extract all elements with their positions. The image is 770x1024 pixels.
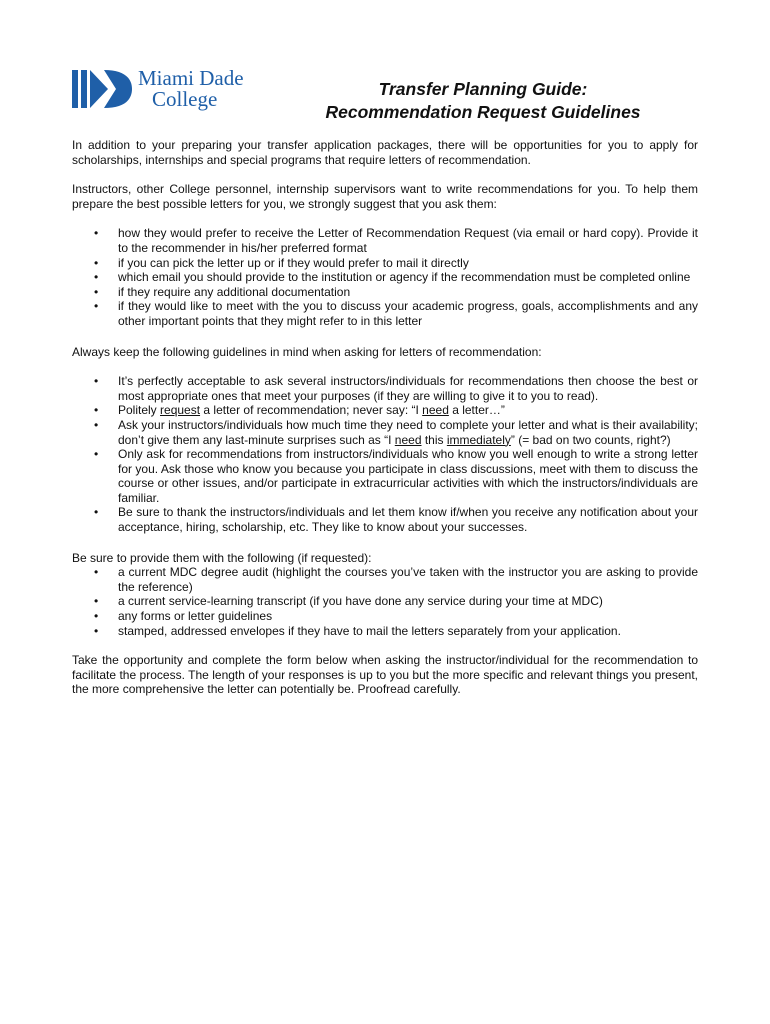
document-body <box>72 138 698 697</box>
list-item: • Be sure to thank the instructors/individuals and let them know if/when you receive any notification about your acceptance, hiring, scholarship, etc. They like to know about your successes. <box>94 505 698 535</box>
bullet-icon: • <box>94 609 99 624</box>
title-line-1: Transfer Planning Guide: <box>378 79 588 99</box>
bullet-icon: • <box>94 594 99 609</box>
list-item: • if they require any additional documentation <box>94 284 351 299</box>
guidelines-intro: Always keep the following guidelines in mind when asking for letters of recommendation: <box>72 344 542 359</box>
bullet-icon: • <box>94 374 99 389</box>
list-item: • stamped, addressed envelopes if they have to mail the letters separately from your application. <box>94 623 621 638</box>
provide-intro: Be sure to provide them with the following (if requested): <box>72 550 372 565</box>
bullet-icon: • <box>94 270 99 285</box>
list-item: • a current service-learning transcript (if you have done any service during your time at MDC) <box>94 594 603 609</box>
bullet-icon: • <box>94 565 99 580</box>
bullet-icon: • <box>94 255 99 270</box>
list-item: • Only ask for recommendations from instructors/individuals who know you well enough to write a strong letter for you. Ask those who know you because you participate in class discussions, meet with them to discuss the course or other issues, and/or participate in extracurricular activities with which the instructors/individuals are familiar. <box>94 447 698 505</box>
page-title <box>255 78 711 124</box>
logo-line-1: Miami Dade <box>138 66 244 90</box>
bullet-icon: • <box>94 226 99 241</box>
list-item: • how they would prefer to receive the Letter of Recommendation Request (via email or hard copy). Provide it to the recommender in his/her preferred format <box>94 226 698 255</box>
logo-line-2: College <box>152 87 218 111</box>
list-item: • which email you should provide to the institution or agency if the recommendation must be completed online <box>94 270 691 285</box>
list-item: • if they would like to meet with the you to discuss your academic progress, goals, accomplishments and any other important points that they might refer to in this letter <box>94 299 698 328</box>
list-item: • if you can pick the letter up or if they would prefer to mail it directly <box>94 255 469 270</box>
list-item: • Ask your instructors/individuals how much time they need to complete your letter and what is their availability; don’t give them any last-minute surprises such as “I need this immediately” (= bad on two counts, right?) <box>94 417 698 447</box>
guidelines-list <box>72 374 698 535</box>
bullet-icon: • <box>94 623 99 638</box>
title-line-2: Recommendation Request Guidelines <box>325 102 641 122</box>
bullet-icon: • <box>94 447 99 462</box>
intro-paragraph-2: Instructors, other College personnel, internship supervisors want to write recommendations for you. To help them prepare the best possible letters for you, we strongly suggest that you ask them: <box>72 182 698 211</box>
bullet-icon: • <box>94 403 99 418</box>
mdc-logo-mark-icon <box>72 68 132 110</box>
provide-list <box>72 565 698 638</box>
list-item: • a current MDC degree audit (highlight the courses you’ve taken with the instructor you are asking to provide the reference) <box>94 565 698 594</box>
list-item: • Politely request a letter of recommendation; never say: “I need a letter…” <box>94 403 505 418</box>
bullet-icon: • <box>94 299 99 314</box>
logo-wordmark <box>138 68 244 110</box>
intro-paragraph-1: In addition to your preparing your transfer application packages, there will be opportunities for you to apply for scholarships, internships and special programs that require letters of recommendation. <box>72 138 698 167</box>
list-item: • any forms or letter guidelines <box>94 609 273 624</box>
bullet-icon: • <box>94 505 99 520</box>
bullet-icon: • <box>94 417 99 432</box>
mdc-logo <box>72 68 244 110</box>
ask-list <box>72 226 698 328</box>
closing-paragraph: Take the opportunity and complete the form below when asking the instructor/individual for the recommendation to facilitate the process. The length of your responses is up to you but the more specific and relevant things you present, the more comprehensive the letter can potentially be. Proofread carefully. <box>72 653 698 697</box>
bullet-icon: • <box>94 284 99 299</box>
list-item: • It’s perfectly acceptable to ask several instructors/individuals for recommendations then choose the best or most appropriate ones that meet your purposes (if they are willing to give it to you to read). <box>94 374 698 403</box>
